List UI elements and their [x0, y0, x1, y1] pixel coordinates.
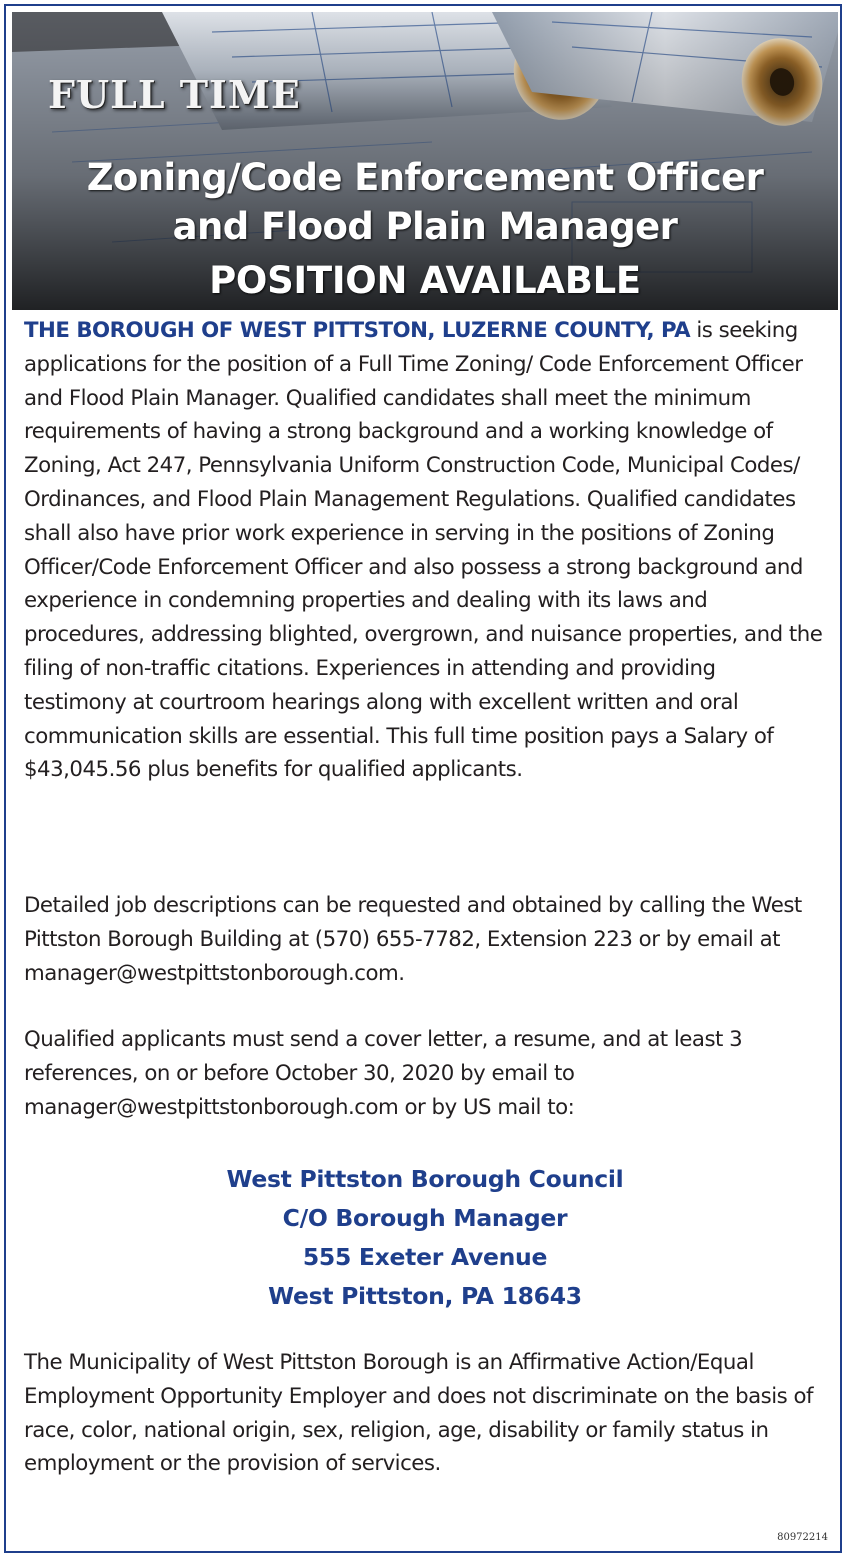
header-banner [12, 12, 838, 310]
full-time-label: FULL TIME [48, 72, 301, 117]
address-line-2: C/O Borough Manager [282, 1204, 568, 1232]
eeo-statement: The Municipality of West Pittston Borough is an Affirmative Action/Equal Employment Opportunity Employer and does not discriminate on the basis of race, color, national origin, sex, religion, age, disability or family status in employment or the provision of services. [24, 1350, 814, 1477]
address-line-3: 555 Exeter Avenue [302, 1243, 548, 1271]
position-available-heading: POSITION AVAILABLE [209, 259, 641, 302]
ad-number: 80972214 [777, 1532, 828, 1543]
mailing-address [0, 1160, 850, 1316]
application-instructions-paragraph: Qualified applicants must send a cover letter, a resume, and at least 3 references, on or before October 30, 2020 by email to manager@westpittstonborough.com or by US mail to: [24, 1027, 743, 1120]
address-line-4: West Pittston, PA 18643 [268, 1282, 582, 1310]
borough-name-lead: THE BOROUGH OF WEST PITTSTON, LUZERNE COUNTY, PA [24, 318, 691, 343]
intro-paragraph [24, 314, 824, 787]
intro-text: is seeking applications for the position of a Full Time Zoning/ Code Enforcement Officer and Flood Plain Manager. Qualified candidates shall meet the minimum requirements of having a strong background and a working knowledge of Zoning, Act 247, Pennsylvania Uniform Construction Code, Municipal Codes/ Ordinances, and Flood Plain Management Regulations. Qualified candidates shall also have prior work experience in serving in the positions of Zoning Officer/Code Enforcement Officer and also possess a strong background and experience in condemning properties and dealing with its laws and procedures, addressing blighted, overgrown, and nuisance properties, and the filing of non-traffic citations. Experiences in attending and providing testimony at courtroom hearings along with excellent written and oral communication skills are essential. This full time position pays a Salary of $43,045.56 plus benefits for qualified applicants. [24, 318, 823, 783]
address-line-1: West Pittston Borough Council [226, 1165, 624, 1193]
job-title-line-2: and Flood Plain Manager [172, 205, 678, 248]
job-title-line-1: Zoning/Code Enforcement Officer [86, 156, 764, 199]
job-description-paragraph: Detailed job descriptions can be requested and obtained by calling the West Pittston Borough Building at (570) 655-7782, Extension 223 or by email at manager@westpittstonborough.com. [24, 893, 802, 986]
